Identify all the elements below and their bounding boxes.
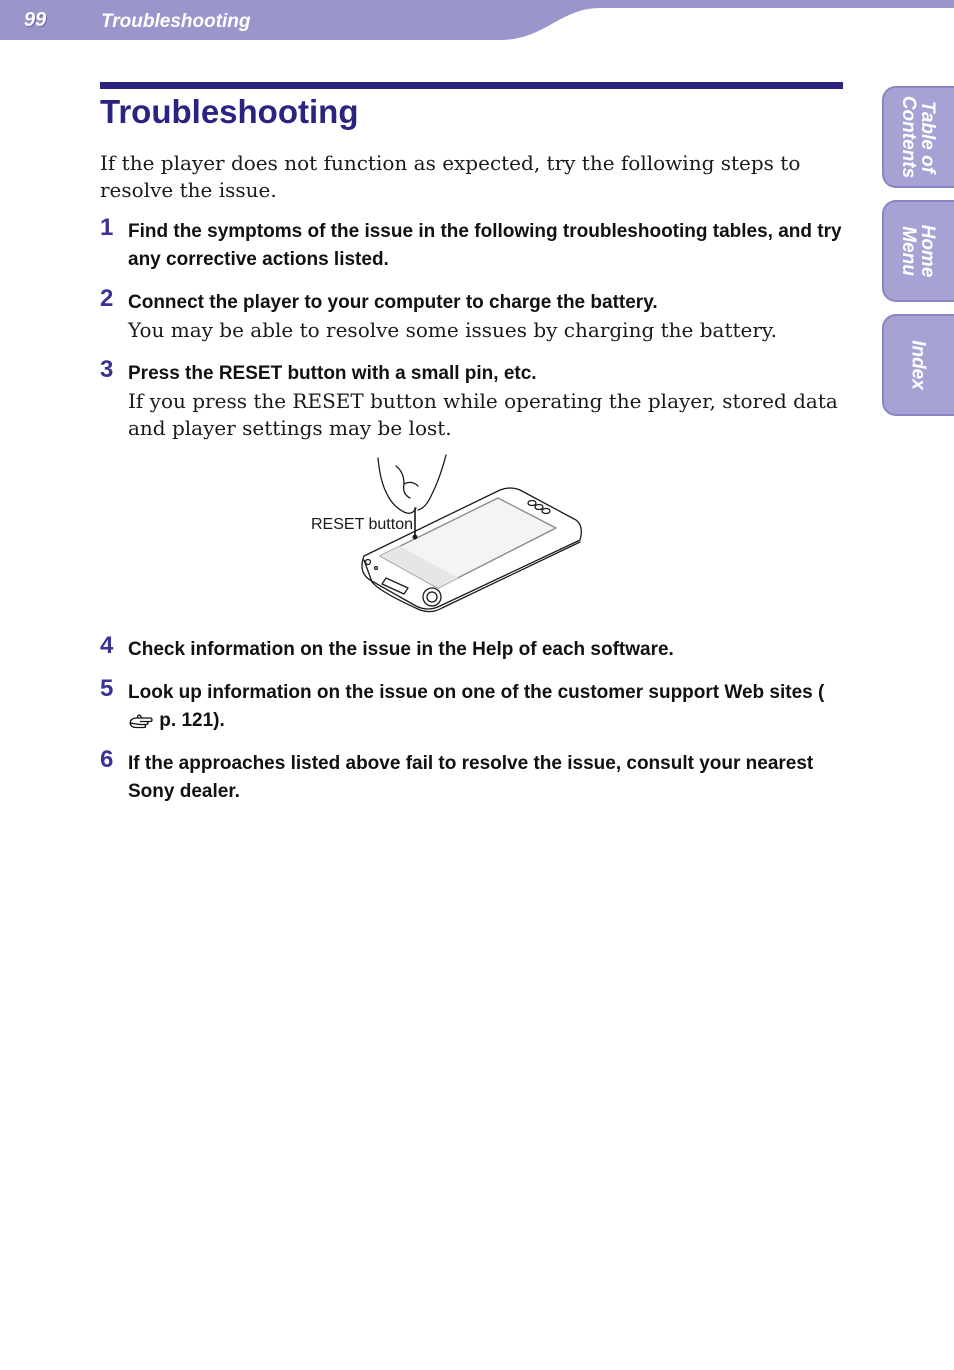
step-1 <box>100 214 850 274</box>
step-4 <box>100 632 850 664</box>
step-6 <box>100 746 850 806</box>
reset-button-figure <box>300 450 600 620</box>
step-heading: If the approaches listed above fail to resolve the issue, consult your nearest Sony dealer. <box>128 753 814 802</box>
step-number: 3 <box>100 356 114 383</box>
step-heading: Find the symptoms of the issue in the following troubleshooting tables, and try any corrective actions listed. <box>128 221 842 270</box>
step-number: 4 <box>100 632 114 659</box>
step-heading-text: Look up information on the issue on one of the customer support Web sites ( <box>128 682 825 703</box>
tab-home-menu-label: Home Menu <box>898 224 938 278</box>
tab-table-of-contents-label: Table of Contents <box>898 95 938 179</box>
step-heading: Check information on the issue in the Help of each software. <box>128 639 674 660</box>
intro-paragraph: If the player does not function as expected, try the following steps to resolve the issue. <box>100 151 801 202</box>
tab-index-label: Index <box>907 340 929 390</box>
step-number: 1 <box>100 214 114 241</box>
tab-index[interactable] <box>882 314 954 416</box>
page-number: 99 <box>24 9 47 31</box>
step-heading: Connect the player to your computer to charge the battery. <box>128 292 658 313</box>
page-121-link[interactable]: p. 121). <box>154 710 225 731</box>
step-number: 5 <box>100 675 114 702</box>
step-number: 6 <box>100 746 114 773</box>
step-heading: Press the RESET button with a small pin, etc. <box>128 363 537 384</box>
page-title: Troubleshooting <box>100 93 359 130</box>
step-number: 2 <box>100 285 114 312</box>
tab-home-menu[interactable] <box>882 200 954 302</box>
step-3 <box>100 356 850 442</box>
step-heading <box>128 679 850 738</box>
step-2 <box>100 285 850 344</box>
player-illustration <box>300 450 600 620</box>
title-rule <box>100 82 843 89</box>
tab-table-of-contents[interactable] <box>882 86 954 188</box>
reset-button-label: RESET button <box>311 516 413 533</box>
running-header-section: Troubleshooting <box>101 11 251 32</box>
pointing-hand-icon <box>128 710 154 738</box>
step-body: You may be able to resolve some issues by charging the battery. <box>128 318 777 342</box>
step-body: If you press the RESET button while operating the player, stored data and player settings may be lost. <box>128 389 838 440</box>
step-5 <box>100 675 850 738</box>
